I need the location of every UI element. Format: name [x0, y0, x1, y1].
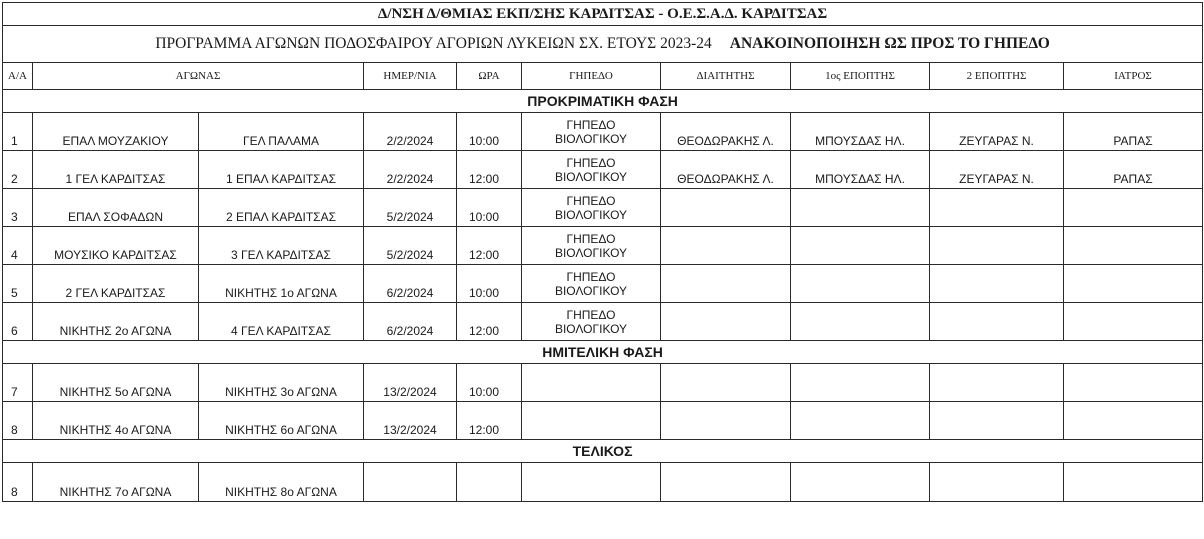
cell-away-team: ΝΙΚΗΤΗΣ 1ο ΑΓΩΝΑ	[199, 265, 364, 303]
cell-home-team: ΝΙΚΗΤΗΣ 4ο ΑΓΩΝΑ	[33, 402, 199, 440]
cell-home-team: ΕΠΑΛ ΣΟΦΑΔΩΝ	[33, 189, 199, 227]
venue-line-1: ΓΗΠΕΔΟ	[566, 193, 616, 208]
phase-row	[3, 440, 1203, 463]
cell-home-team: ΜΟΥΣΙΚΟ ΚΑΡΔΙΤΣΑΣ	[33, 227, 199, 265]
cell-referee	[661, 303, 791, 341]
cell-assistant1: ΜΠΟΥΣΔΑΣ ΗΛ.	[791, 151, 930, 189]
subtitle-cell	[3, 26, 1203, 63]
cell-doctor: ΡΑΠΑΣ	[1064, 151, 1203, 189]
col-header-doctor: ΙΑΤΡΟΣ	[1064, 63, 1203, 90]
cell-venue	[522, 303, 661, 341]
table-row	[3, 364, 1203, 402]
cell-date: 6/2/2024	[364, 303, 457, 341]
table-row	[3, 189, 1203, 227]
cell-doctor	[1064, 303, 1203, 341]
col-header-referee: ΔΙΑΙΤΗΤΗΣ	[661, 63, 791, 90]
table-row	[3, 402, 1203, 440]
cell-venue	[522, 463, 661, 502]
cell-date: 13/2/2024	[364, 364, 457, 402]
venue-line-2: ΒΙΟΛΟΓΙΚΟΥ	[554, 207, 628, 222]
cell-referee	[661, 189, 791, 227]
cell-date	[364, 463, 457, 502]
cell-assistant2	[930, 402, 1064, 440]
col-header-match: ΑΓΩΝΑΣ	[33, 63, 364, 90]
phase-qualifying: ΠΡΟΚΡΙΜΑΤΙΚΗ ΦΑΣΗ	[3, 90, 1203, 113]
cell-doctor	[1064, 189, 1203, 227]
cell-venue	[522, 151, 661, 189]
table-row	[3, 463, 1203, 502]
cell-referee: ΘΕΟΔΩΡΑΚΗΣ Λ.	[661, 113, 791, 151]
cell-time	[457, 463, 522, 502]
cell-date: 5/2/2024	[364, 189, 457, 227]
cell-time: 10:00	[457, 364, 522, 402]
cell-doctor	[1064, 364, 1203, 402]
phase-row	[3, 341, 1203, 364]
col-header-venue: ΓΗΠΕΔΟ	[522, 63, 661, 90]
table-row	[3, 265, 1203, 303]
cell-venue	[522, 265, 661, 303]
venue-line-1: ΓΗΠΕΔΟ	[566, 231, 616, 246]
cell-venue	[522, 402, 661, 440]
cell-venue	[522, 227, 661, 265]
cell-time: 10:00	[457, 265, 522, 303]
cell-time: 12:00	[457, 227, 522, 265]
cell-referee	[661, 227, 791, 265]
venue-line-1: ΓΗΠΕΔΟ	[566, 269, 616, 284]
cell-referee	[661, 364, 791, 402]
cell-away-team: 3 ΓΕΛ ΚΑΡΔΙΤΣΑΣ	[199, 227, 364, 265]
cell-doctor	[1064, 227, 1203, 265]
schedule-subtitle: ΠΡΟΓΡΑΜΜΑ ΑΓΩΝΩΝ ΠΟΔΟΣΦΑΙΡΟΥ ΑΓΟΡΙΩΝ ΛΥΚΕΙΩΝ ΣΧ. ΕΤΟΥΣ 2023-24	[155, 35, 712, 52]
cell-away-team: ΓΕΛ ΠΑΛΑΜΑ	[199, 113, 364, 151]
cell-time: 12:00	[457, 303, 522, 341]
venue-notice: ΑΝΑΚΟΙΝΟΠΟΙΗΣΗ ΩΣ ΠΡΟΣ ΤΟ ΓΗΠΕΔΟ	[729, 35, 1050, 52]
cell-assistant1: ΜΠΟΥΣΔΑΣ ΗΛ.	[791, 113, 930, 151]
cell-aa: 8	[3, 402, 33, 440]
cell-date: 6/2/2024	[364, 265, 457, 303]
cell-assistant1	[791, 402, 930, 440]
table-row	[3, 113, 1203, 151]
cell-home-team: ΝΙΚΗΤΗΣ 2ο ΑΓΩΝΑ	[33, 303, 199, 341]
cell-referee	[661, 402, 791, 440]
title-row	[3, 3, 1203, 26]
cell-doctor: ΡΑΠΑΣ	[1064, 113, 1203, 151]
cell-assistant1	[791, 189, 930, 227]
cell-time: 10:00	[457, 189, 522, 227]
col-header-time: ΩΡΑ	[457, 63, 522, 90]
cell-assistant2	[930, 265, 1064, 303]
cell-aa: 3	[3, 189, 33, 227]
cell-aa: 5	[3, 265, 33, 303]
cell-time: 12:00	[457, 151, 522, 189]
table-row	[3, 227, 1203, 265]
cell-venue	[522, 113, 661, 151]
schedule-table	[2, 2, 1203, 502]
phase-semifinal: ΗΜΙΤΕΛΙΚΗ ΦΑΣΗ	[3, 341, 1203, 364]
cell-away-team: 4 ΓΕΛ ΚΑΡΔΙΤΣΑΣ	[199, 303, 364, 341]
cell-date: 2/2/2024	[364, 151, 457, 189]
cell-date: 13/2/2024	[364, 402, 457, 440]
table-row	[3, 303, 1203, 341]
venue-line-1: ΓΗΠΕΔΟ	[566, 155, 616, 170]
cell-aa: 1	[3, 113, 33, 151]
subtitle-row	[3, 26, 1203, 63]
cell-aa: 4	[3, 227, 33, 265]
venue-line-2: ΒΙΟΛΟΓΙΚΟΥ	[554, 283, 628, 298]
column-header-row	[3, 63, 1203, 90]
cell-assistant2	[930, 227, 1064, 265]
col-header-date: ΗΜΕΡ/ΝΙΑ	[364, 63, 457, 90]
cell-home-team: ΝΙΚΗΤΗΣ 5ο ΑΓΩΝΑ	[33, 364, 199, 402]
table-row	[3, 151, 1203, 189]
venue-line-2: ΒΙΟΛΟΓΙΚΟΥ	[554, 321, 628, 336]
cell-assistant2: ΖΕΥΓΑΡΑΣ Ν.	[930, 151, 1064, 189]
cell-away-team: 2 ΕΠΑΛ ΚΑΡΔΙΤΣΑΣ	[199, 189, 364, 227]
phase-row	[3, 90, 1203, 113]
cell-assistant2	[930, 463, 1064, 502]
cell-assistant1	[791, 227, 930, 265]
cell-home-team: 2 ΓΕΛ ΚΑΡΔΙΤΣΑΣ	[33, 265, 199, 303]
phase-final: ΤΕΛΙΚΟΣ	[3, 440, 1203, 463]
cell-assistant2	[930, 189, 1064, 227]
cell-referee: ΘΕΟΔΩΡΑΚΗΣ Λ.	[661, 151, 791, 189]
cell-away-team: ΝΙΚΗΤΗΣ 8ο ΑΓΩΝΑ	[199, 463, 364, 502]
cell-assistant1	[791, 364, 930, 402]
cell-time: 10:00	[457, 113, 522, 151]
cell-date: 2/2/2024	[364, 113, 457, 151]
cell-doctor	[1064, 402, 1203, 440]
col-header-assistant1: 1ος ΕΠΟΠΤΗΣ	[791, 63, 930, 90]
cell-away-team: ΝΙΚΗΤΗΣ 3ο ΑΓΩΝΑ	[199, 364, 364, 402]
cell-home-team: ΕΠΑΛ ΜΟΥΖΑΚΙΟΥ	[33, 113, 199, 151]
cell-home-team: 1 ΓΕΛ ΚΑΡΔΙΤΣΑΣ	[33, 151, 199, 189]
document-title: Δ/ΝΣΗ Δ/ΘΜΙΑΣ ΕΚΠ/ΣΗΣ ΚΑΡΔΙΤΣΑΣ - Ο.Ε.Σ.Α.Δ. ΚΑΡΔΙΤΣΑΣ	[3, 3, 1203, 26]
cell-aa: 6	[3, 303, 33, 341]
cell-doctor	[1064, 463, 1203, 502]
cell-assistant2	[930, 364, 1064, 402]
venue-line-1: ΓΗΠΕΔΟ	[566, 117, 616, 132]
cell-home-team: ΝΙΚΗΤΗΣ 7ο ΑΓΩΝΑ	[33, 463, 199, 502]
venue-line-1: ΓΗΠΕΔΟ	[566, 307, 616, 322]
cell-assistant2	[930, 303, 1064, 341]
cell-away-team: ΝΙΚΗΤΗΣ 6ο ΑΓΩΝΑ	[199, 402, 364, 440]
cell-assistant2: ΖΕΥΓΑΡΑΣ Ν.	[930, 113, 1064, 151]
cell-time: 12:00	[457, 402, 522, 440]
cell-doctor	[1064, 265, 1203, 303]
cell-venue	[522, 189, 661, 227]
cell-referee	[661, 265, 791, 303]
cell-assistant1	[791, 265, 930, 303]
cell-assistant1	[791, 303, 930, 341]
col-header-aa: Α/Α	[3, 63, 33, 90]
cell-venue	[522, 364, 661, 402]
cell-aa: 8	[3, 463, 33, 502]
cell-aa: 7	[3, 364, 33, 402]
venue-line-2: ΒΙΟΛΟΓΙΚΟΥ	[554, 169, 628, 184]
col-header-assistant2: 2 ΕΠΟΠΤΗΣ	[930, 63, 1064, 90]
cell-away-team: 1 ΕΠΑΛ ΚΑΡΔΙΤΣΑΣ	[199, 151, 364, 189]
venue-line-2: ΒΙΟΛΟΓΙΚΟΥ	[554, 131, 628, 146]
venue-line-2: ΒΙΟΛΟΓΙΚΟΥ	[554, 245, 628, 260]
cell-aa: 2	[3, 151, 33, 189]
cell-assistant1	[791, 463, 930, 502]
cell-referee	[661, 463, 791, 502]
cell-date: 5/2/2024	[364, 227, 457, 265]
